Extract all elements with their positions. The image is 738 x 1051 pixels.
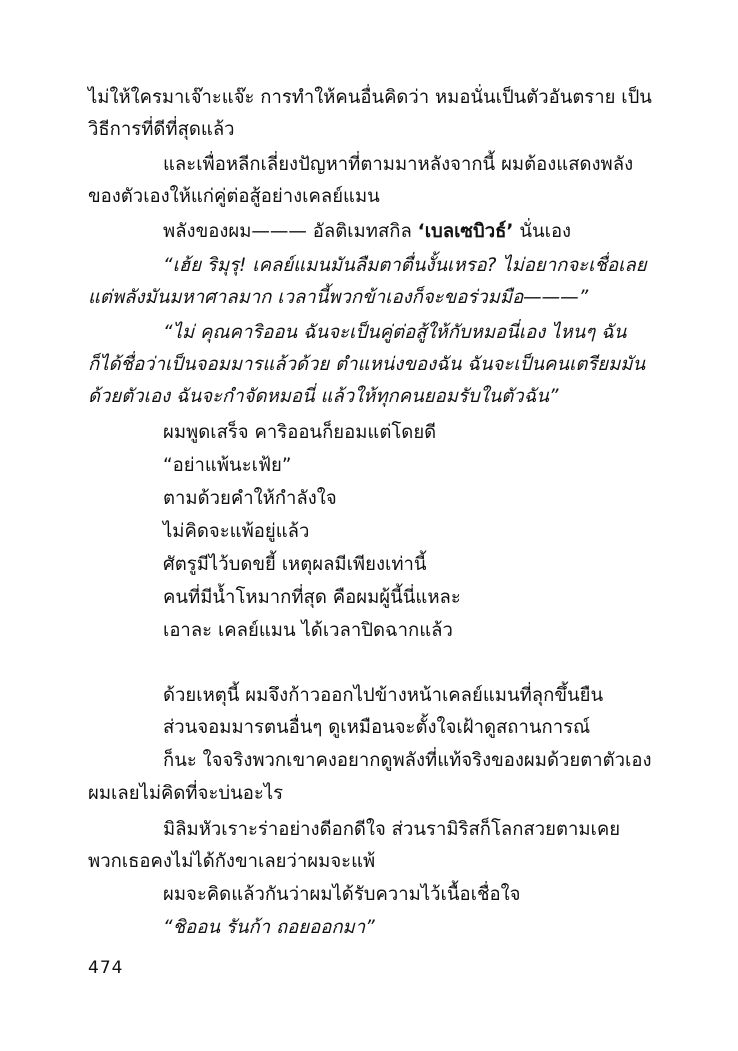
dialogue-line: “ชิออน รันก้า ถอยออกมา” <box>163 917 375 938</box>
text-line: ศัตรูมีไว้บดขยี้ เหตุผลมีเพียงเท่านี้ <box>163 554 427 575</box>
text-line: ผมจะคิดแล้วกันว่าผมได้รับความไว้เนื้อเชื่อใจ <box>163 884 521 905</box>
dialogue-line: ด้วยตัวเอง ฉันจะกำจัดหมอนี่ แล้วให้ทุกคนยอมรับในตัวฉัน” <box>88 386 559 407</box>
text-line: ส่วนจอมมารตนอื่นๆ ดูเหมือนจะตั้งใจเฝ้าดูสถานการณ์ <box>163 717 591 738</box>
text-line: ของตัวเองให้แก่คู่ต่อสู้อย่างเคลย์แมน <box>88 186 380 207</box>
text-line: และเพื่อหลีกเลี่ยงปัญหาที่ตามมาหลังจากนี้ ผมต้องแสดงพลัง <box>163 154 634 175</box>
text-line: ไม่คิดจะแพ้อยู่แล้ว <box>163 521 310 542</box>
text-line: ไม่ให้ใครมาเจ๊าะแจ๊ะ การทำให้คนอื่นคิดว่า หมอนั่นเป็นตัวอันตราย เป็น <box>88 87 652 108</box>
dialogue-line: “เฮ้ย ริมุรุ! เคลย์แมนมันลืมตาตื่นงั้นเหรอ? ไม่อยากจะเชื่อเลย <box>163 255 647 276</box>
page-number: 474 <box>88 958 124 978</box>
text-span: นั่นเอง <box>519 221 572 242</box>
text-line: คนที่มีน้ำโหมากที่สุด คือผมผู้นี้นี่แหละ <box>163 587 461 608</box>
text-line: ตามด้วยคำให้กำลังใจ <box>163 488 337 509</box>
text-line: ด้วยเหตุนี้ ผมจึงก้าวออกไปข้างหน้าเคลย์แมนที่ลุกขึ้นยืน <box>163 685 604 706</box>
text-line: เอาละ เคลย์แมน ได้เวลาปิดฉากแล้ว <box>163 620 453 641</box>
text-line <box>163 217 571 247</box>
text-line: ผมเลยไม่คิดที่จะบ่นอะไร <box>88 783 284 804</box>
dialogue-line: ก็ได้ชื่อว่าเป็นจอมมารแล้วด้วย ตำแหน่งของฉัน ฉันจะเป็นคนเตรียมมัน <box>88 354 646 375</box>
text-line: มิลิมหัวเราะร่าอย่างดีอกดีใจ ส่วนรามิริสก็โลกสวยตามเคย <box>163 819 621 840</box>
dialogue-line: แต่พลังมันมหาศาลมาก เวลานี้พวกข้าเองก็จะขอร่วมมือ———” <box>88 287 589 308</box>
text-line: “อย่าแพ้นะเฟ้ย” <box>163 455 292 476</box>
text-line: พวกเธอคงไม่ได้กังขาเลยว่าผมจะแพ้ <box>88 851 376 872</box>
text-line: ก็นะ ใจจริงพวกเขาคงอยากดูพลังที่แท้จริงของผมด้วยตาตัวเอง <box>163 750 652 771</box>
text-line: ผมพูดเสร็จ คาริออนก็ยอมแต่โดยดี <box>163 422 437 443</box>
text-span: พลังของผม——— อัลติเมทสกิล <box>163 221 412 242</box>
dialogue-line: “ไม่ คุณคาริออน ฉันจะเป็นคู่ต่อสู้ให้กับหมอนี่เอง ไหนๆ ฉัน <box>163 322 627 343</box>
text-line: วิธีการที่ดีที่สุดแล้ว <box>88 119 235 140</box>
skill-name: ‘เบลเซบิวธ์’ <box>417 221 514 242</box>
